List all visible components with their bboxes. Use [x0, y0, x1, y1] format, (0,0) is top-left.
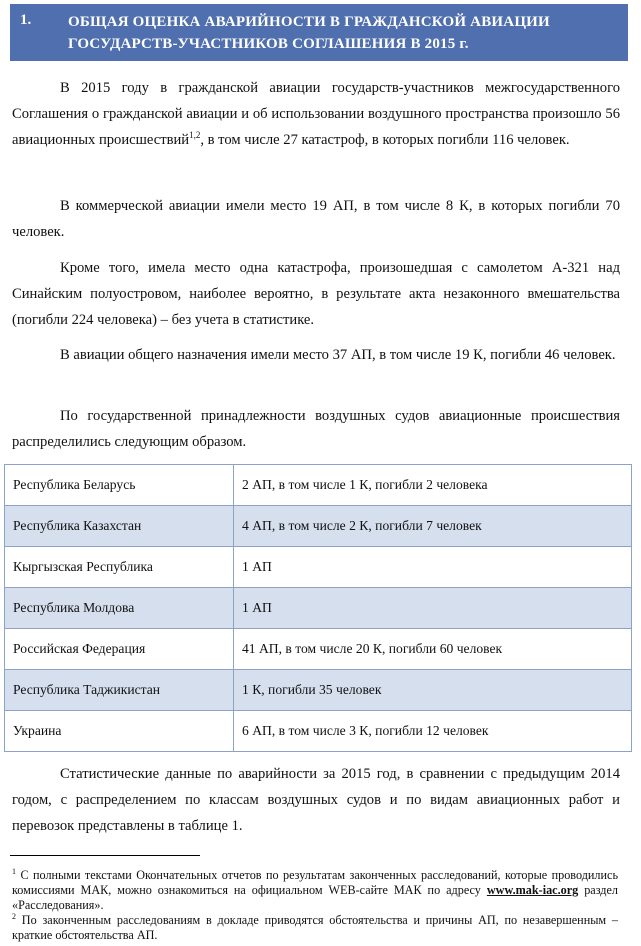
table-row	[5, 547, 632, 588]
accidents-cell: 1 АП	[234, 588, 632, 629]
footnote-2-text: По законченным расследованиям в докладе приводятся обстоятельства и причины АП, по незавершенным – краткие обстоятельства АП.	[12, 913, 619, 943]
paragraph-overview-tail: , в том числе 27 катастроф, в которых погибли 116 человек.	[200, 132, 570, 148]
country-cell: Республика Казахстан	[5, 506, 234, 547]
footnote-1-text: С полными текстами Окончательных отчетов по результатам законченных расследований, которые проводились комиссиями МАК, можно ознакомиться на официальном WEB-сайте МАК по адресу	[12, 868, 619, 898]
country-cell: Российская Федерация	[5, 629, 234, 670]
website-link[interactable]: www.mak-iac.org	[486, 883, 579, 898]
country-accidents-table	[4, 464, 632, 752]
country-cell: Республика Таджикистан	[5, 670, 234, 711]
footnote-ref[interactable]: 1,2	[189, 130, 201, 141]
table-row	[5, 465, 632, 506]
accidents-cell: 1 АП	[234, 547, 632, 588]
footnote-1-mark: 1	[12, 867, 16, 876]
footnote-separator	[10, 855, 200, 856]
accidents-cell: 4 АП, в том числе 2 К, погибли 7 человек	[234, 506, 632, 547]
table-row	[5, 670, 632, 711]
accidents-cell: 2 АП, в том числе 1 К, погибли 2 человека	[234, 465, 632, 506]
paragraph-statistics: Статистические данные по аварийности за 2015 год, в сравнении с предыдущим 2014 годом, с распределением по классам воздушных судов и по видам авиационных работ и перевозок представлены в таблице 1.	[12, 766, 620, 834]
section-title: ОБЩАЯ ОЦЕНКА АВАРИЙНОСТИ В ГРАЖДАНСКОЙ АВИАЦИИ ГОСУДАРСТВ-УЧАСТНИКОВ СОГЛАШЕНИЯ В 2015 г.	[68, 14, 550, 52]
country-cell: Украина	[5, 711, 234, 752]
country-cell: Республика Беларусь	[5, 465, 234, 506]
footnote-1-tail: раздел «Расследования».	[12, 883, 618, 913]
paragraph-general-aviation: В авиации общего назначения имели место 37 АП, в том числе 19 К, погибли 46 человек.	[60, 347, 616, 363]
paragraph-sinai: Кроме того, имела место одна катастрофа, произошедшая с самолетом А-321 над Синайским полуостровом, наиболее вероятно, в результате акта незаконного вмешательства (погибли 224 человека) – без учета в статистике.	[12, 260, 620, 328]
table-row	[5, 711, 632, 752]
paragraph-overview	[12, 75, 620, 153]
paragraph-commercial: В коммерческой авиации имели место 19 АП, в том числе 8 К, в которых погибли 70 человек.	[12, 198, 620, 240]
table-row	[5, 588, 632, 629]
footnote-1	[12, 864, 618, 913]
accidents-cell: 6 АП, в том числе 3 К, погибли 12 человек	[234, 711, 632, 752]
section-heading	[10, 4, 628, 61]
accidents-cell: 41 АП, в том числе 20 К, погибли 60 человек	[234, 629, 632, 670]
footnote-2-mark: 2	[12, 912, 16, 921]
accidents-cell: 1 К, погибли 35 человек	[234, 670, 632, 711]
table-row	[5, 506, 632, 547]
paragraph-overview-text: В 2015 году в гражданской авиации государств-участников межгосударственного Соглашения о гражданской авиации и об использовании воздушного пространства произошло 56 авиационных происшествий	[12, 80, 620, 148]
country-cell: Кыргызская Республика	[5, 547, 234, 588]
section-number: 1.	[20, 12, 32, 28]
paragraph-distribution: По государственной принадлежности воздушных судов авиационные происшествия распределились следующим образом.	[12, 408, 620, 450]
table-row	[5, 629, 632, 670]
footnote-2	[12, 909, 618, 943]
country-cell: Республика Молдова	[5, 588, 234, 629]
